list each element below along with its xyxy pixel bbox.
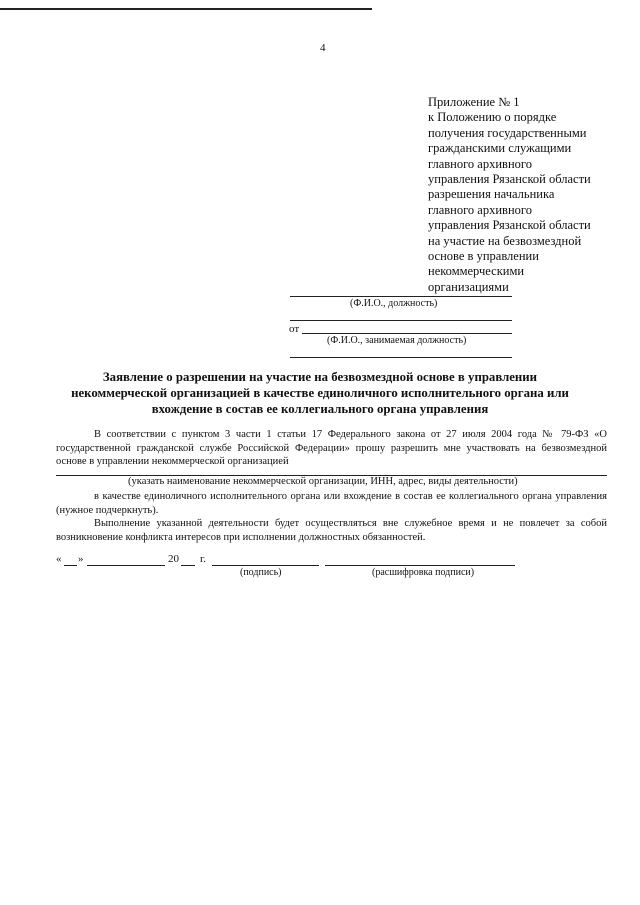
signature-hint: (подпись) bbox=[240, 567, 282, 578]
date-year-suffix: г. bbox=[200, 553, 207, 565]
title-line: Заявление о разрешении на участие на безвозмездной основе в управлении bbox=[102, 370, 538, 384]
from-label: от bbox=[289, 323, 300, 335]
paragraph-text: Выполнение указанной деятельности будет осуществляться вне служебное время и не повлечет за собой возникновение конфликта интересов при исполнении должностных обязанностей. bbox=[56, 518, 607, 543]
signature-line[interactable] bbox=[212, 565, 319, 566]
paragraph-text: в качестве единоличного исполнительного органа или вхождение в состав ее коллегиального органа управления (нужное подчеркнуть). bbox=[56, 491, 607, 516]
appendix-line: управления Рязанской области bbox=[428, 218, 591, 233]
date-year-prefix: 20 bbox=[168, 553, 179, 565]
date-year-line[interactable] bbox=[181, 565, 195, 566]
date-quote-close: » bbox=[78, 553, 84, 565]
addressee-to-line[interactable] bbox=[290, 296, 512, 297]
title-line: некоммерческой организацией в качестве единоличного исполнительного органа или bbox=[71, 386, 569, 400]
paragraph-text: В соответствии с пунктом 3 части 1 статьи 17 Федерального закона от 27 июля 2004 года № 79-ФЗ «О государственной гражданской службе Российской Федерации» прошу разрешить мне участвовать на безвозмездной основе в управлении некоммерческой организацией bbox=[56, 429, 607, 467]
signature-decode-line[interactable] bbox=[325, 565, 515, 566]
date-quote-open: « bbox=[56, 553, 62, 565]
appendix-line: разрешения начальника bbox=[428, 187, 555, 202]
appendix-line: получения государственными bbox=[428, 125, 587, 140]
scan-edge-line bbox=[0, 8, 372, 10]
from-line[interactable] bbox=[302, 333, 512, 334]
page-number: 4 bbox=[320, 42, 326, 54]
appendix-line: организациями bbox=[428, 279, 509, 294]
paragraph-role bbox=[56, 490, 607, 517]
title-line: вхождение в состав ее коллегиального органа управления bbox=[151, 402, 489, 416]
appendix-line: главного архивного bbox=[428, 202, 532, 217]
appendix-line: Приложение № 1 bbox=[428, 95, 520, 109]
appendix-line: управления Рязанской области bbox=[428, 172, 591, 187]
appendix-line: основе в управлении bbox=[428, 249, 539, 264]
appendix-line: на участие на безвозмездной bbox=[428, 233, 582, 248]
from-hint: (Ф.И.О., занимаемая должность) bbox=[327, 335, 467, 346]
appendix-line: к Положению о порядке bbox=[428, 110, 557, 125]
document-title bbox=[60, 369, 580, 417]
date-month-line[interactable] bbox=[87, 565, 165, 566]
date-day-line[interactable] bbox=[64, 565, 77, 566]
paragraph-request bbox=[56, 428, 607, 469]
appendix-line: гражданскими служащими bbox=[428, 141, 572, 156]
appendix-line: некоммерческими bbox=[428, 264, 525, 279]
paragraph-conditions bbox=[56, 517, 607, 544]
signature-decode-hint: (расшифровка подписи) bbox=[372, 567, 475, 578]
appendix-line: главного архивного bbox=[428, 156, 532, 171]
organization-hint: (указать наименование некоммерческой организации, ИНН, адрес, виды деятельности) bbox=[128, 476, 518, 487]
addressee-to-line-2[interactable] bbox=[290, 320, 512, 321]
from-line-2[interactable] bbox=[290, 357, 512, 358]
addressee-to-hint: (Ф.И.О., должность) bbox=[350, 298, 438, 309]
appendix-block bbox=[428, 95, 618, 295]
